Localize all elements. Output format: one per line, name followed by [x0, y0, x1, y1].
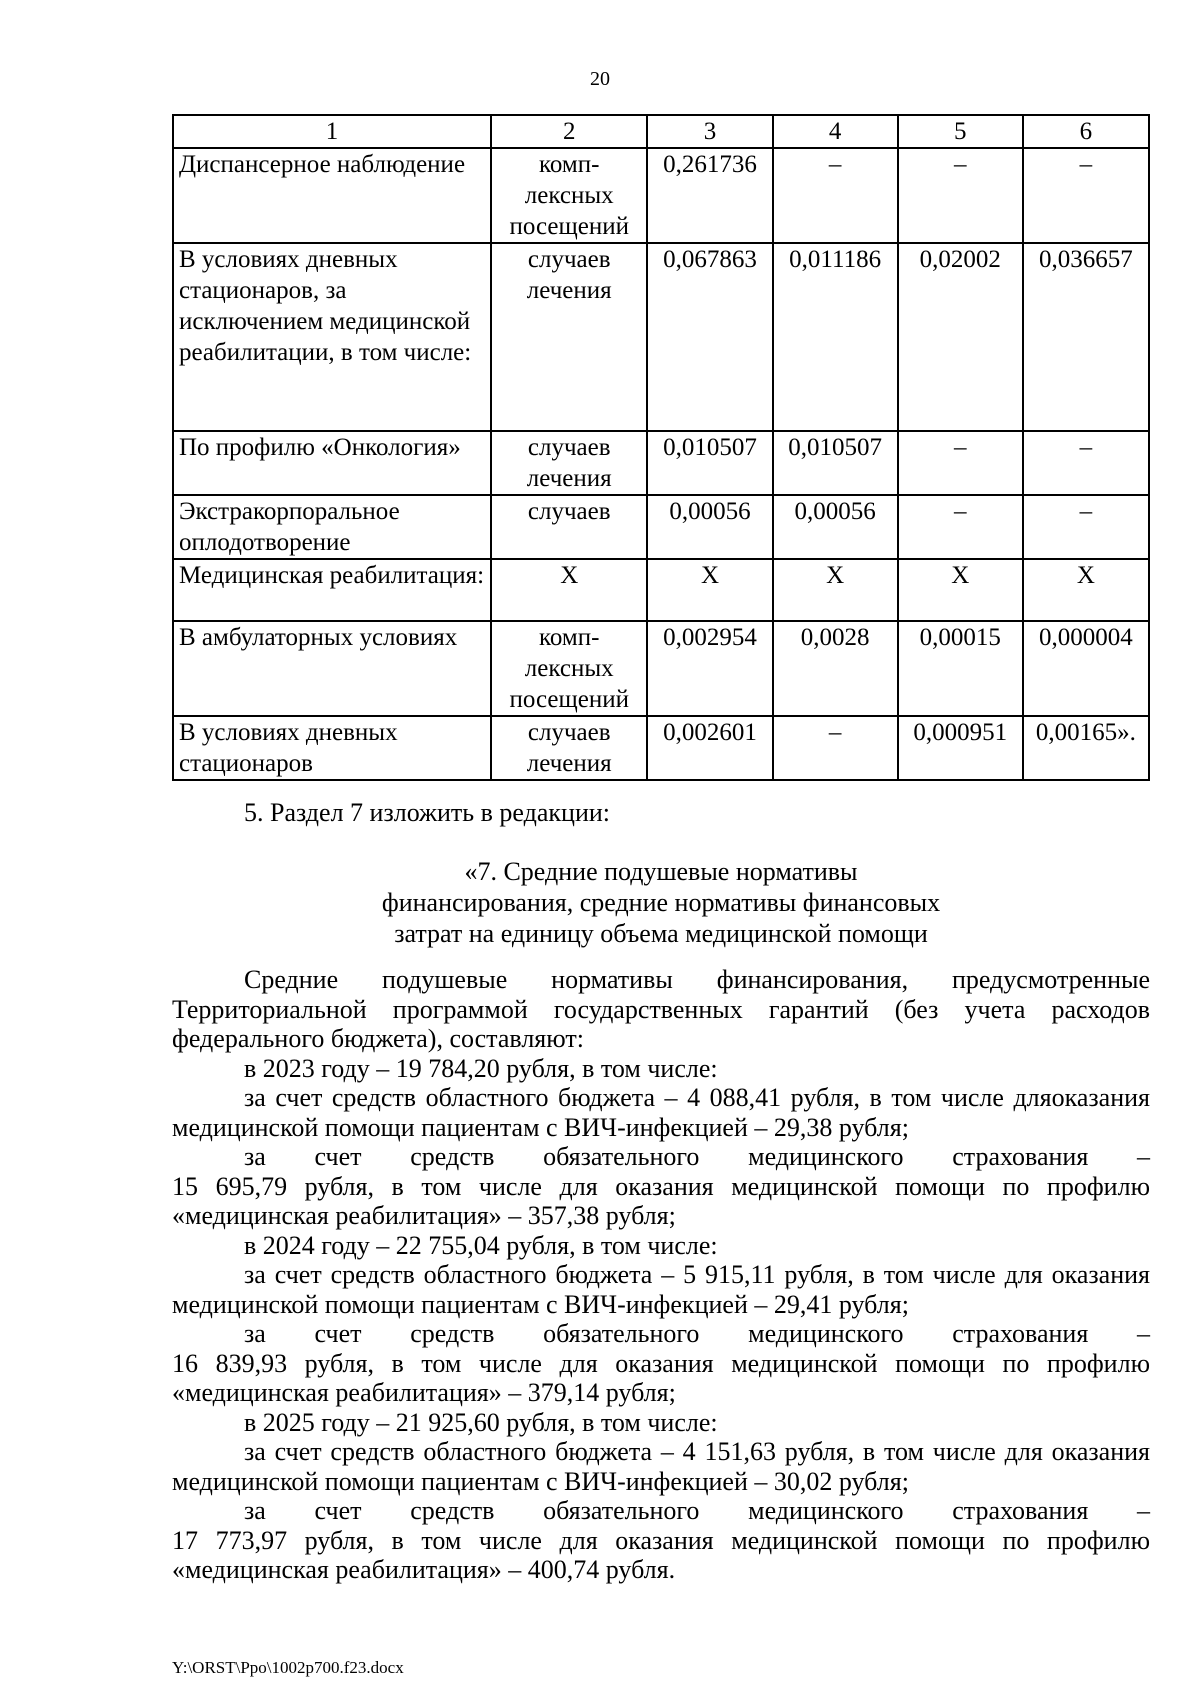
row-value-col5: 0,00015 [898, 621, 1023, 716]
section-title-line: затрат на единицу объема медицинской помощи [394, 919, 928, 948]
row-value-col5: 0,000951 [898, 716, 1023, 780]
row-unit: случаев [491, 495, 647, 559]
row-name: В условиях дневных стационаров [173, 716, 491, 780]
table-header-cell: 1 [173, 115, 491, 148]
row-value-col5: – [898, 431, 1023, 495]
row-value-col5: – [898, 148, 1023, 243]
row-value-col4: 0,010507 [773, 431, 898, 495]
section-title-line: финансирования, средние нормативы финансовых [381, 888, 941, 917]
row-value-col6: – [1023, 148, 1149, 243]
table-header-cell: 2 [491, 115, 647, 148]
amendment-instruction: 5. Раздел 7 изложить в редакции: [244, 798, 610, 827]
row-value-col6: 0,000004 [1023, 621, 1149, 716]
row-unit: комп-лексных посещений [491, 148, 647, 243]
row-value-col5: – [898, 495, 1023, 559]
year-2024-total: в 2024 году – 22 755,04 рубля, в том числе: [244, 1230, 718, 1260]
row-name: Медицинская реабилитация: [173, 559, 491, 621]
year-2025-oms-head: за счет средств обязательного медицинского страхования – [244, 1496, 1150, 1525]
table-header-row [173, 115, 1149, 148]
table-header-cell: 6 [1023, 115, 1149, 148]
row-value-col6: – [1023, 431, 1149, 495]
year-2024-oms-head: за счет средств обязательного медицинского страхования – [244, 1319, 1150, 1348]
table-row [173, 495, 1149, 559]
year-2025-oms-tail: 17 773,97 рубля, в том числе для оказания медицинской помощи по профилю «медицинская реабилитация» – 400,74 рубля. [172, 1525, 1150, 1584]
row-name: Диспансерное наблюдение [173, 148, 491, 243]
table-row [173, 243, 1149, 431]
row-value-col6: Х [1023, 559, 1149, 621]
table-row [173, 559, 1149, 621]
row-unit: комп-лексных посещений [491, 621, 647, 716]
row-name: В условиях дневных стационаров, за исключением медицинской реабилитации, в том числе: [173, 243, 491, 431]
year-2023-total: в 2023 году – 19 784,20 рубля, в том числе: [244, 1053, 718, 1083]
row-value-col3: Х [647, 559, 772, 621]
row-name: В амбулаторных условиях [173, 621, 491, 716]
table-header-cell: 4 [773, 115, 898, 148]
row-value-col3: 0,067863 [647, 243, 772, 431]
row-value-col4: 0,0028 [773, 621, 898, 716]
year-2023-oms-tail: 15 695,79 рубля, в том числе для оказания медицинской помощи по профилю «медицинская реабилитация» – 357,38 рубля; [172, 1171, 1150, 1230]
row-value-col3: 0,010507 [647, 431, 772, 495]
row-unit: случаев лечения [491, 243, 647, 431]
body-text [172, 965, 1150, 1585]
row-value-col3: 0,002954 [647, 621, 772, 716]
year-2025-total: в 2025 году – 21 925,60 рубля, в том числе: [244, 1407, 718, 1437]
table-header-cell: 5 [898, 115, 1023, 148]
row-name: По профилю «Онкология» [173, 431, 491, 495]
year-2023-regional-budget: за счет средств областного бюджета – 4 088,41 рубля, в том числе дляоказания медицинской помощи пациентам с ВИЧ-инфекцией – 29,38 рубля; [172, 1083, 1150, 1142]
table-row [173, 148, 1149, 243]
table-header-cell: 3 [647, 115, 772, 148]
row-value-col6: 0,00165». [1023, 716, 1149, 780]
row-value-col4: – [773, 148, 898, 243]
row-value-col4: 0,011186 [773, 243, 898, 431]
row-unit: Х [491, 559, 647, 621]
row-value-col5: 0,02002 [898, 243, 1023, 431]
file-path-footer: Y:\ORST\Ppo\1002p700.f23.docx [172, 1658, 404, 1677]
row-value-col3: 0,261736 [647, 148, 772, 243]
row-value-col4: – [773, 716, 898, 780]
year-2025-regional-budget: за счет средств областного бюджета – 4 151,63 рубля, в том числе для оказания медицинской помощи пациентам с ВИЧ-инфекцией – 30,02 рубля; [172, 1437, 1150, 1496]
normatives-table [172, 114, 1150, 781]
section-title [172, 856, 1150, 949]
row-unit: случаев лечения [491, 431, 647, 495]
row-value-col5: Х [898, 559, 1023, 621]
table-row [173, 716, 1149, 780]
intro-paragraph: Средние подушевые нормативы финансирования, предусмотренные Территориальной программой государственных гарантий (без учета расходов федерального бюджета), составляют: [172, 965, 1150, 1053]
year-2024-regional-budget: за счет средств областного бюджета – 5 915,11 рубля, в том числе для оказания медицинской помощи пациентам с ВИЧ-инфекцией – 29,41 рубля; [172, 1260, 1150, 1319]
row-value-col6: 0,036657 [1023, 243, 1149, 431]
row-value-col4: 0,00056 [773, 495, 898, 559]
page-number: 20 [590, 68, 610, 90]
table-row [173, 621, 1149, 716]
table-row [173, 431, 1149, 495]
year-2023-oms-head: за счет средств обязательного медицинского страхования – [244, 1142, 1150, 1171]
row-value-col6: – [1023, 495, 1149, 559]
row-unit: случаев лечения [491, 716, 647, 780]
row-value-col4: Х [773, 559, 898, 621]
row-value-col3: 0,002601 [647, 716, 772, 780]
year-2024-oms-tail: 16 839,93 рубля, в том числе для оказания медицинской помощи по профилю «медицинская реабилитация» – 379,14 рубля; [172, 1348, 1150, 1407]
section-title-line: «7. Средние подушевые нормативы [464, 857, 858, 886]
row-value-col3: 0,00056 [647, 495, 772, 559]
row-name: Экстракорпоральное оплодотворение [173, 495, 491, 559]
